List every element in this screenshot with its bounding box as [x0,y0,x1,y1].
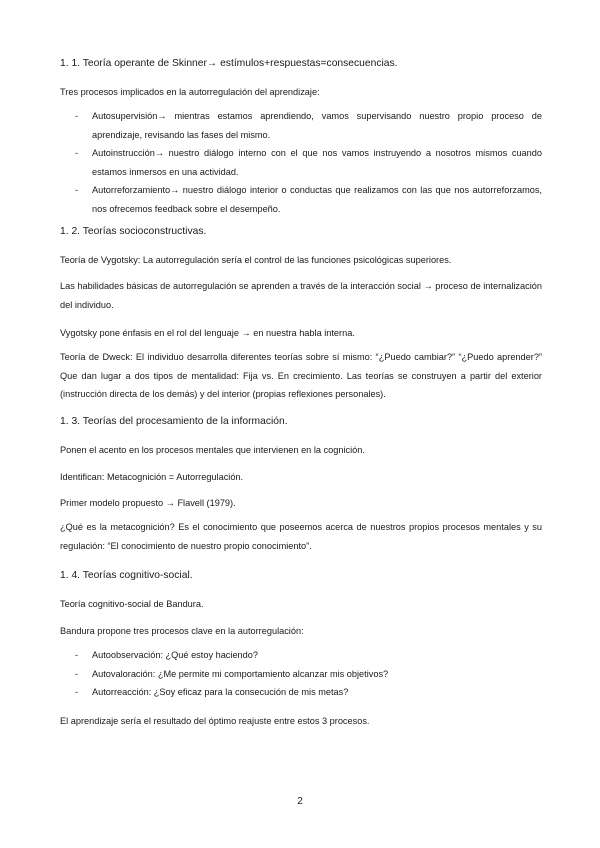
list-item-autoinstruction [60,144,542,181]
list-item-autosupervision [60,107,542,144]
paragraph-mental-processes: Ponen el acento en los procesos mentales que intervienen en la cognición. [60,445,365,455]
section-heading-cognitive-social: 1. 4. Teorías cognitivo-social. [60,570,193,581]
list-item-text: Autovaloración: ¿Me permite mi comportamiento alcanzar mis objetivos? [92,668,389,679]
list-item-self-reaction [60,683,542,702]
paragraph-metacognition-identity: Identifican: Metacognición = Autorregulación. [60,472,244,482]
paragraph-vygotsky-language: Vygotsky pone énfasis en el rol del lenguaje → en nuestra habla interna. [60,328,355,338]
bullet-dash: - [75,148,79,158]
section-heading-skinner: 1. 1. Teoría operante de Skinner→ estímulos+respuestas=consecuencias. [60,58,398,69]
bullet-dash: - [75,185,79,195]
skinner-process-list [60,107,542,218]
document-page [60,0,542,848]
list-item-text: Autoobservación: ¿Qué estoy haciendo? [92,650,258,660]
paragraph-bandura-processes: Bandura propone tres procesos clave en la autorregulación: [60,626,304,636]
list-item-text: Autorreacción: ¿Soy eficaz para la consecución de mis metas? [92,687,349,697]
bullet-dash: - [75,687,79,697]
paragraph-closing: El aprendizaje sería el resultado del óptimo reajuste entre estos 3 procesos. [60,716,370,726]
section-heading-information-processing: 1. 3. Teorías del procesamiento de la información. [60,416,288,427]
paragraph-metacognition-definition: ¿Qué es la metacognición? Es el conocimiento que poseemos acerca de nuestros propios procesos mentales y su regulación: “El conocimiento de nuestro propio conocimiento”. [60,522,542,551]
paragraph-intro-processes: Tres procesos implicados en la autorregulación del aprendizaje: [60,87,320,97]
paragraph-flavell-model: Primer modelo propuesto → Flavell (1979). [60,498,236,508]
section-heading-socioconstructive: 1. 2. Teorías socioconstructivas. [60,226,207,237]
bullet-dash: - [75,668,79,679]
list-item-self-observation [60,646,542,665]
list-item-text: Autoinstrucción→ nuestro diálogo interno con el que nos vamos instruyendo a nosotros mismos cuando estamos inmersos en una actividad. [92,148,542,177]
bandura-process-list [60,646,542,702]
list-item-self-evaluation [60,665,542,684]
list-item-autoreinforcement [60,181,542,218]
list-item-text: Autosupervisión→ mientras estamos aprendiendo, vamos supervisando nuestro propio proceso de aprendizaje, revisando las fases del mismo. [92,111,542,140]
paragraph-dweck-theory: Teoría de Dweck: El individuo desarrolla diferentes teorías sobre sí mismo: “¿Puedo cambiar?” “¿Puedo aprender?” Que dan lugar a dos tipos de mentalidad: Fija vs. En crecimiento. Las teorías se construyen a partir del exterior (instrucción directa de los demás) y del interior (propias reflexiones personales). [60,352,542,399]
list-item-text: Autorreforzamiento→ nuestro diálogo interior o conductas que realizamos con las que nos autorreforzamos, nos ofrecemos feedback sobre el desempeño. [92,185,542,214]
paragraph-vygotsky-theory: Teoría de Vygotsky: La autorregulación sería el control de las funciones psicológicas superiores. [60,255,452,265]
bullet-dash: - [75,111,79,121]
paragraph-bandura-theory: Teoría cognitivo-social de Bandura. [60,599,204,609]
bullet-dash: - [75,650,79,660]
page-number: 2 [297,796,303,807]
paragraph-vygotsky-skills: Las habilidades básicas de autorregulación se aprenden a través de la interacción social → proceso de internalización del individuo. [60,281,542,310]
